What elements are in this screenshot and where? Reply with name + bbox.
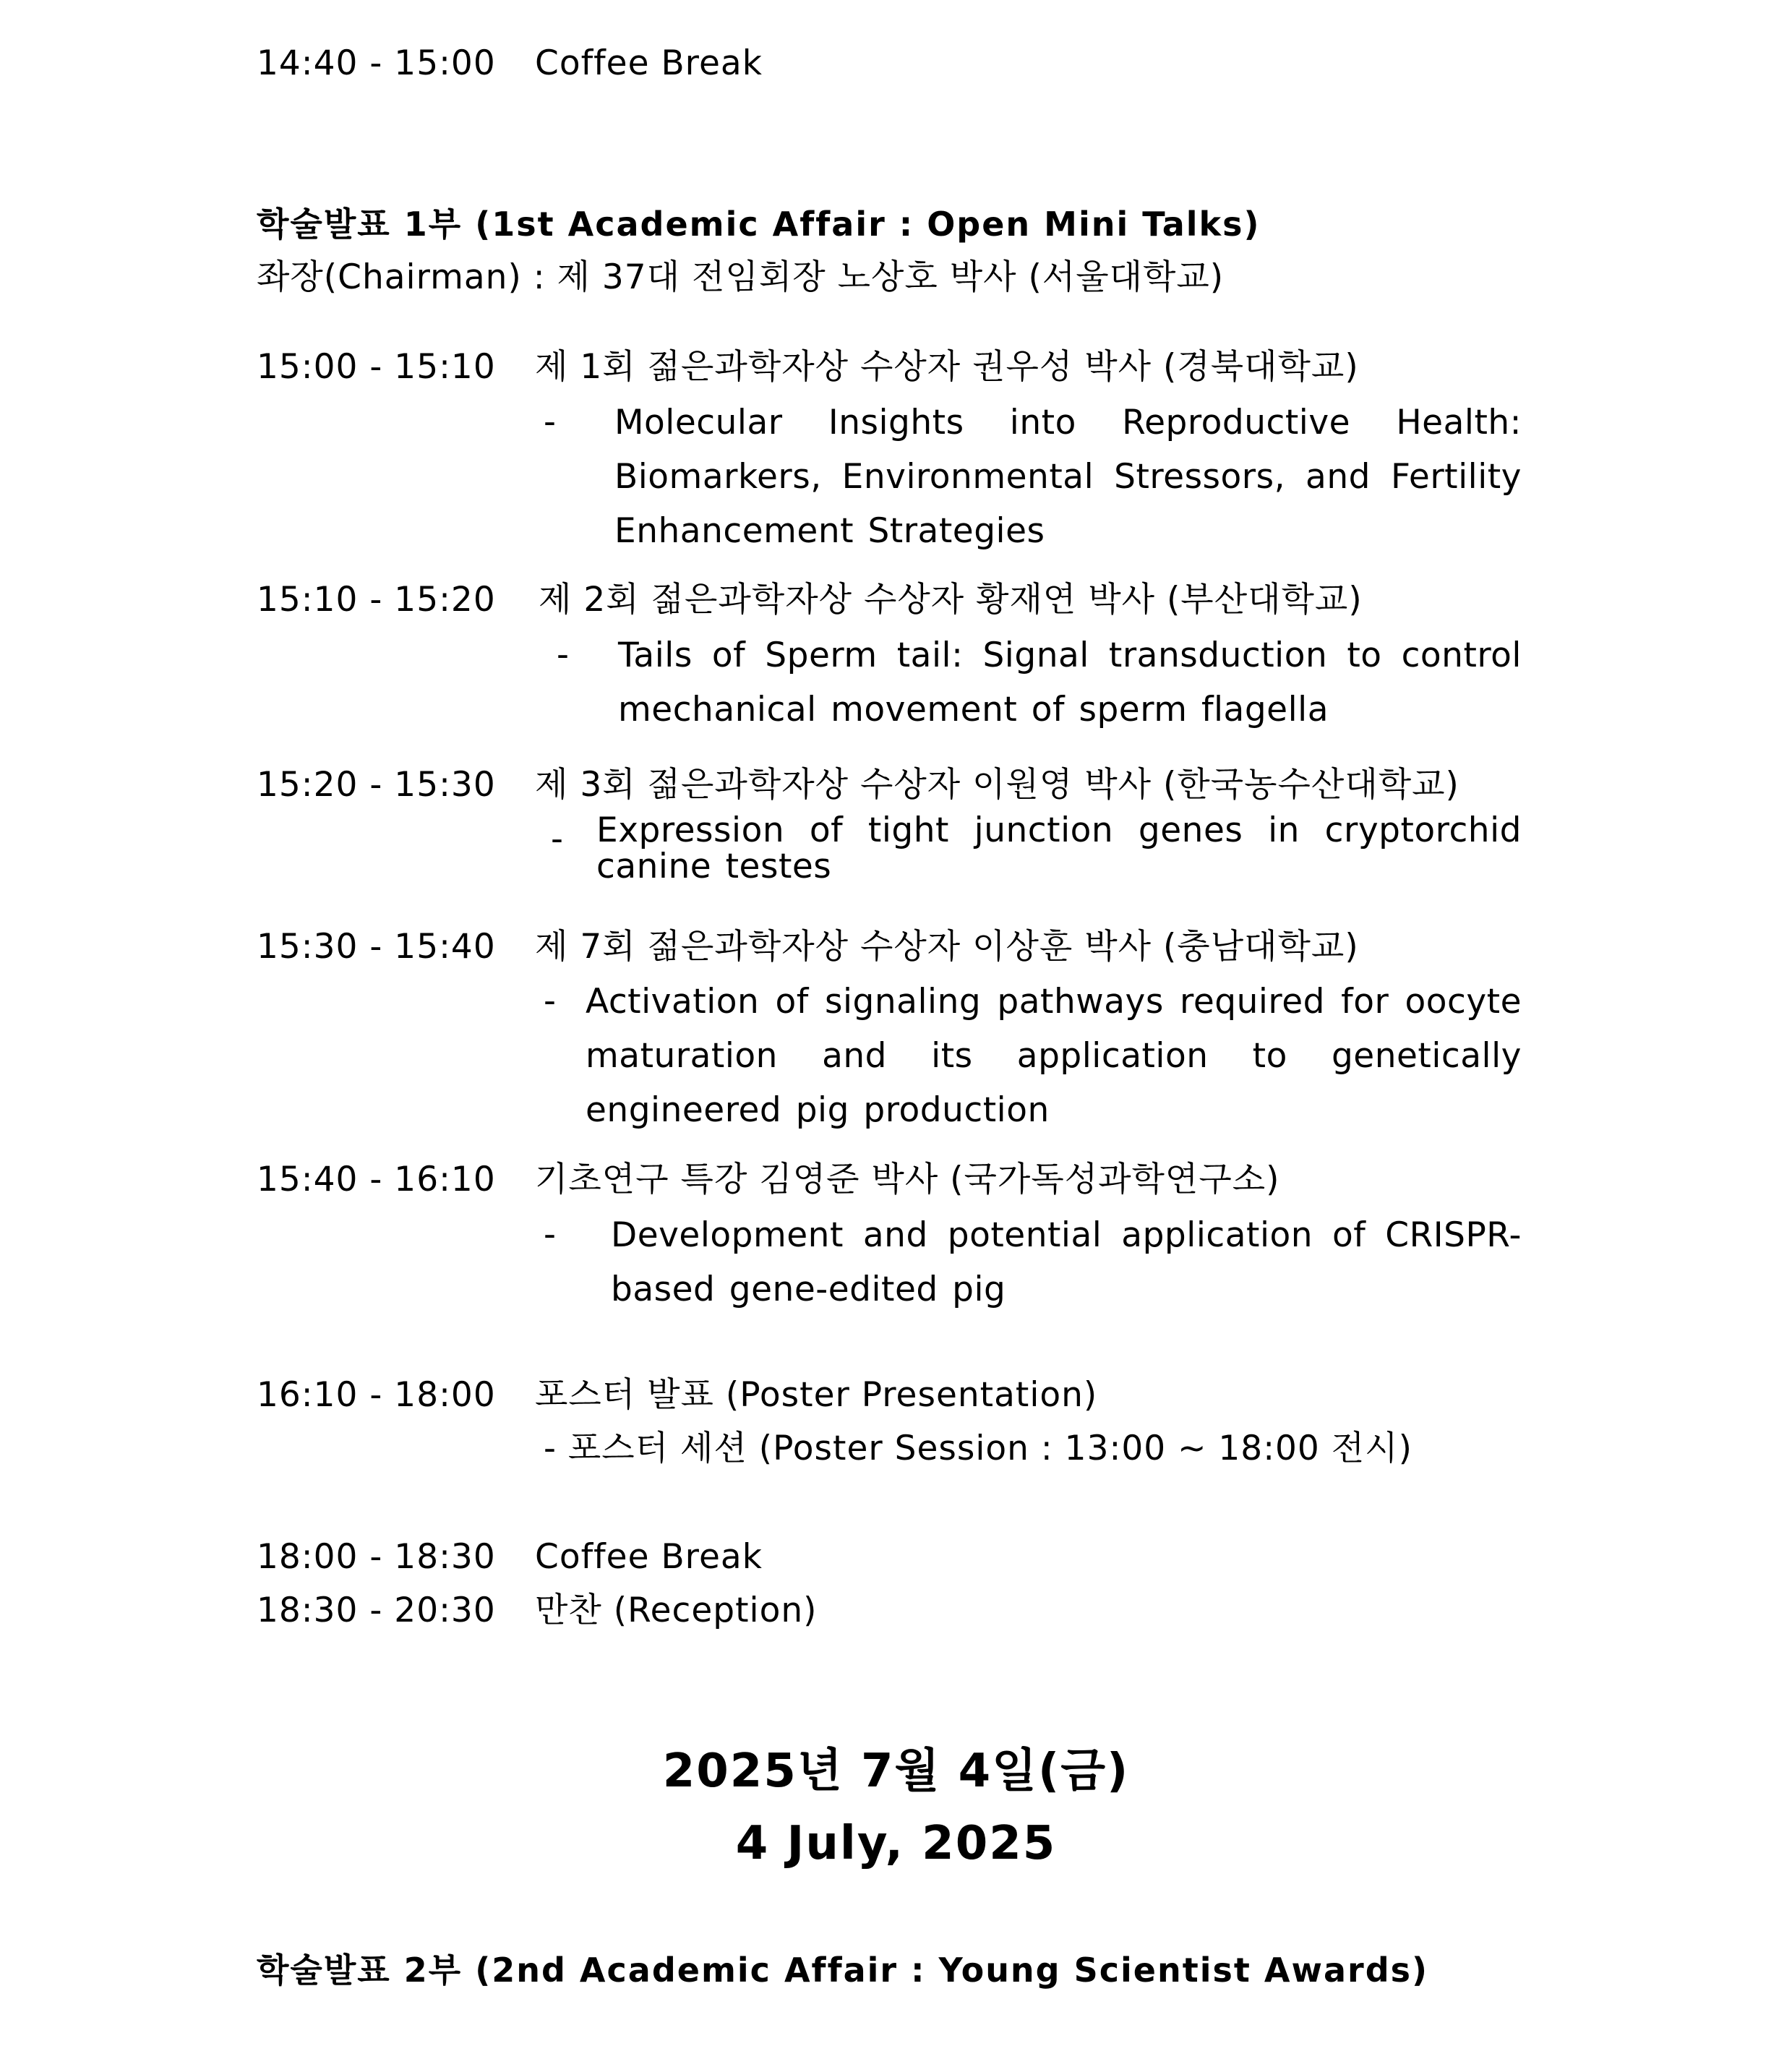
talk-topic: Activation of signaling pathways required for oocyte maturation and its application to genetically engineered pig production xyxy=(586,982,1522,1130)
talk-time: 15:20 - 15:30 xyxy=(257,765,496,805)
talk-dash: - xyxy=(551,819,563,859)
talk-dash: - xyxy=(544,981,556,1021)
poster-title: 포스터 발표 (Poster Presentation) xyxy=(535,1375,1098,1415)
schedule-title: Coffee Break xyxy=(535,43,763,83)
schedule-time: 18:30 - 20:30 xyxy=(257,1591,496,1630)
talk-topic: Expression of tight junction genes in cryptorchid canine testes xyxy=(596,810,1522,886)
talk-dash: - xyxy=(557,635,569,675)
talk-speaker: 제 1회 젊은과학자상 수상자 권우성 박사 (경북대학교) xyxy=(535,347,1359,387)
poster-session: - 포스터 세션 (Poster Session : 13:00 ~ 18:00 전시) xyxy=(544,1429,1412,1468)
session1-heading: 학술발표 1부 (1st Academic Affair : Open Mini Talks) xyxy=(257,205,1261,244)
day2-date-korean: 2025년 7월 4일(금) xyxy=(662,1745,1130,1798)
schedule-title: Coffee Break xyxy=(535,1537,763,1577)
talk-dash: - xyxy=(544,402,556,442)
talk-time: 15:10 - 15:20 xyxy=(257,580,496,620)
talk-time: 15:30 - 15:40 xyxy=(257,927,496,967)
schedule-time: 18:00 - 18:30 xyxy=(257,1537,496,1577)
talk-time: 15:00 - 15:10 xyxy=(257,347,496,387)
talk-topic: Molecular Insights into Reproductive Health: Biomarkers, Environmental Stressors, and Fertility Enhancement Strategies xyxy=(614,403,1522,551)
schedule-title: 만찬 (Reception) xyxy=(535,1591,818,1630)
talk-speaker: 제 2회 젊은과학자상 수상자 황재연 박사 (부산대학교) xyxy=(539,580,1363,620)
session1-chair: 좌장(Chairman) : 제 37대 전임회장 노상호 박사 (서울대학교) xyxy=(257,257,1225,297)
talk-speaker: 제 7회 젊은과학자상 수상자 이상훈 박사 (충남대학교) xyxy=(535,927,1359,967)
day2-date-english: 4 July, 2025 xyxy=(735,1817,1057,1870)
talk-topic: Development and potential application of CRISPR-based gene-edited pig xyxy=(611,1215,1522,1309)
talk-speaker: 제 3회 젊은과학자상 수상자 이원영 박사 (한국농수산대학교) xyxy=(535,765,1459,805)
talk-dash: - xyxy=(544,1215,556,1254)
talk-topic: Tails of Sperm tail: Signal transduction to control mechanical movement of sperm flagella xyxy=(618,635,1522,729)
talk-time: 15:40 - 16:10 xyxy=(257,1160,496,1199)
session2-heading: 학술발표 2부 (2nd Academic Affair : Young Scientist Awards) xyxy=(257,1951,1429,1990)
schedule-time: 14:40 - 15:00 xyxy=(257,43,496,83)
poster-time: 16:10 - 18:00 xyxy=(257,1375,496,1415)
talk-speaker: 기초연구 특강 김영준 박사 (국가독성과학연구소) xyxy=(535,1160,1280,1199)
